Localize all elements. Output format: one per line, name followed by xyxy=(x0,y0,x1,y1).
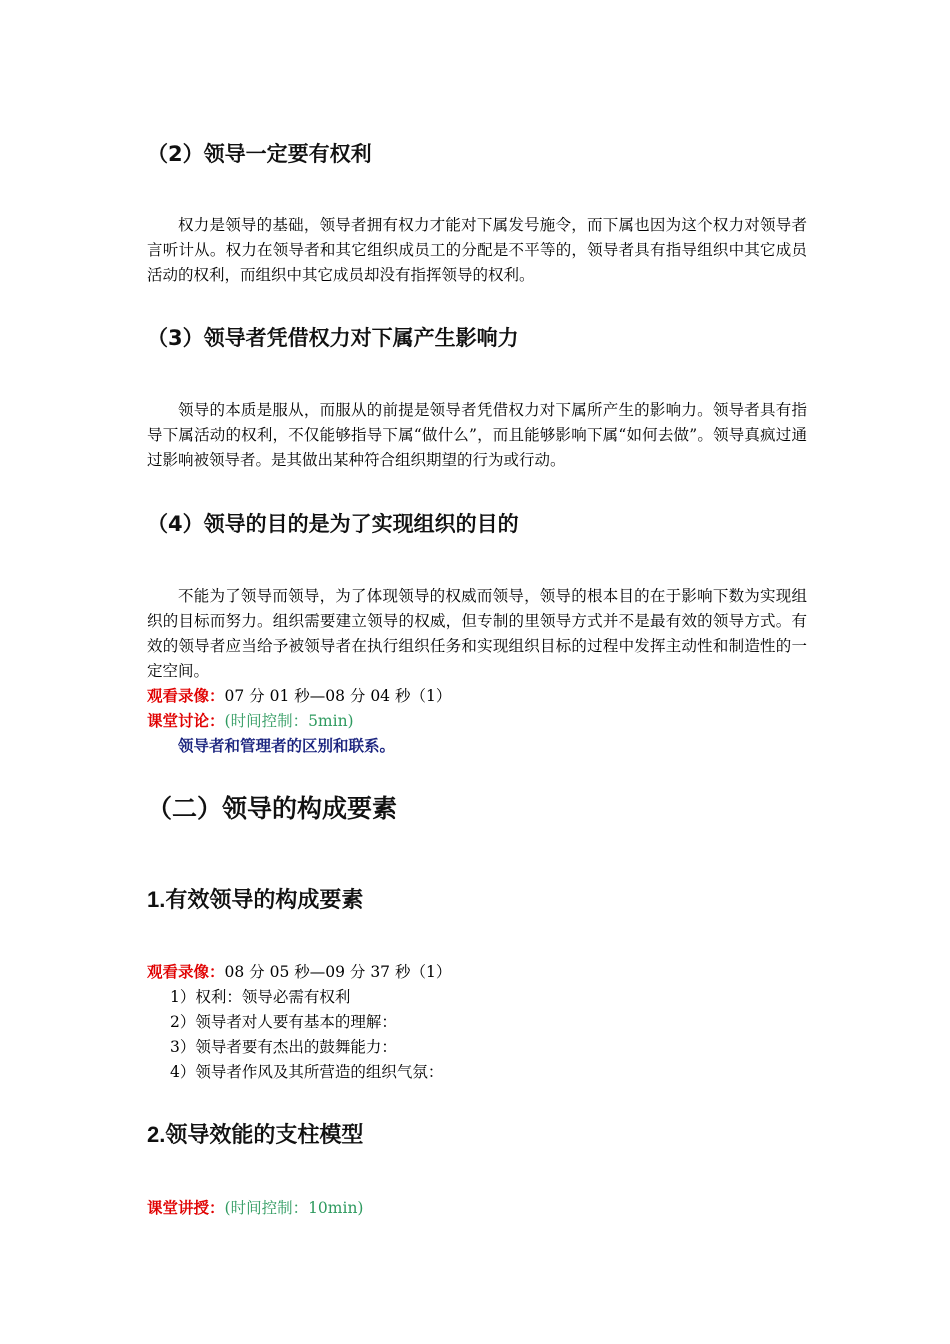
list-item: 3）领导者要有杰出的鼓舞能力： xyxy=(170,1038,397,1056)
part-heading: （二）领导的构成要素 xyxy=(147,794,398,823)
section-heading-3: （3）领导者凭借权力对下属产生影响力 xyxy=(147,326,519,350)
watch-video-label: 观看录像： xyxy=(147,963,225,981)
section-paragraph-3: 领导的本质是服从，而服从的前提是领导者凭借权力对下属所产生的影响力。领导者具有指导下属活动的权利，不仅能够指导下属“做什么”，而且能够影响下属“如何去做”。领导真疯过通过影响被领导者。是其做出某种符合组织期望的行为或行动。 xyxy=(147,401,807,469)
lecture-line xyxy=(147,1196,363,1221)
discussion-label: 课堂讨论： xyxy=(147,712,225,730)
watch-video-label: 观看录像： xyxy=(147,687,225,705)
watch-video-time: 07 分 01 秒—08 分 04 秒（1） xyxy=(224,687,452,705)
subheading-1: 1.有效领导的构成要素 xyxy=(147,887,364,912)
list-item: 1）权利：领导必需有权利 xyxy=(170,988,351,1006)
list-item: 2）领导者对人要有基本的理解： xyxy=(170,1013,397,1031)
watch-video-time: 08 分 05 秒—09 分 37 秒（1） xyxy=(224,963,452,981)
watch-video-line-1 xyxy=(147,684,451,709)
section-paragraph-4: 不能为了领导而领导，为了体现领导的权威而领导，领导的根本目的在于影响下数为实现组织的目标而努力。组织需要建立领导的权威，但专制的里领导方式并不是最有效的领导方式。有效的领导者应当给予被领导者在执行组织任务和实现组织目标的过程中发挥主动性和制造性的一定空间。 xyxy=(147,587,807,680)
discussion-topic: 领导者和管理者的区别和联系。 xyxy=(178,737,396,755)
lecture-time: (时间控制：10min) xyxy=(224,1199,364,1217)
watch-video-line-2 xyxy=(147,960,451,985)
section-paragraph-2: 权力是领导的基础，领导者拥有权力才能对下属发号施令，而下属也因为这个权力对领导者言听计从。权力在领导者和其它组织成员工的分配是不平等的，领导者具有指导组织中其它成员活动的权利，而组织中其它成员却没有指挥领导的权利。 xyxy=(147,216,807,284)
list-item: 4）领导者作风及其所营造的组织气氛： xyxy=(170,1063,444,1081)
subheading-2: 2.领导效能的支柱模型 xyxy=(147,1122,364,1147)
discussion-time: (时间控制：5min) xyxy=(224,712,354,730)
section-heading-2: （2）领导一定要有权利 xyxy=(147,142,372,166)
discussion-line xyxy=(147,709,354,734)
lecture-label: 课堂讲授： xyxy=(147,1199,225,1217)
section-heading-4: （4）领导的目的是为了实现组织的目的 xyxy=(147,512,519,536)
